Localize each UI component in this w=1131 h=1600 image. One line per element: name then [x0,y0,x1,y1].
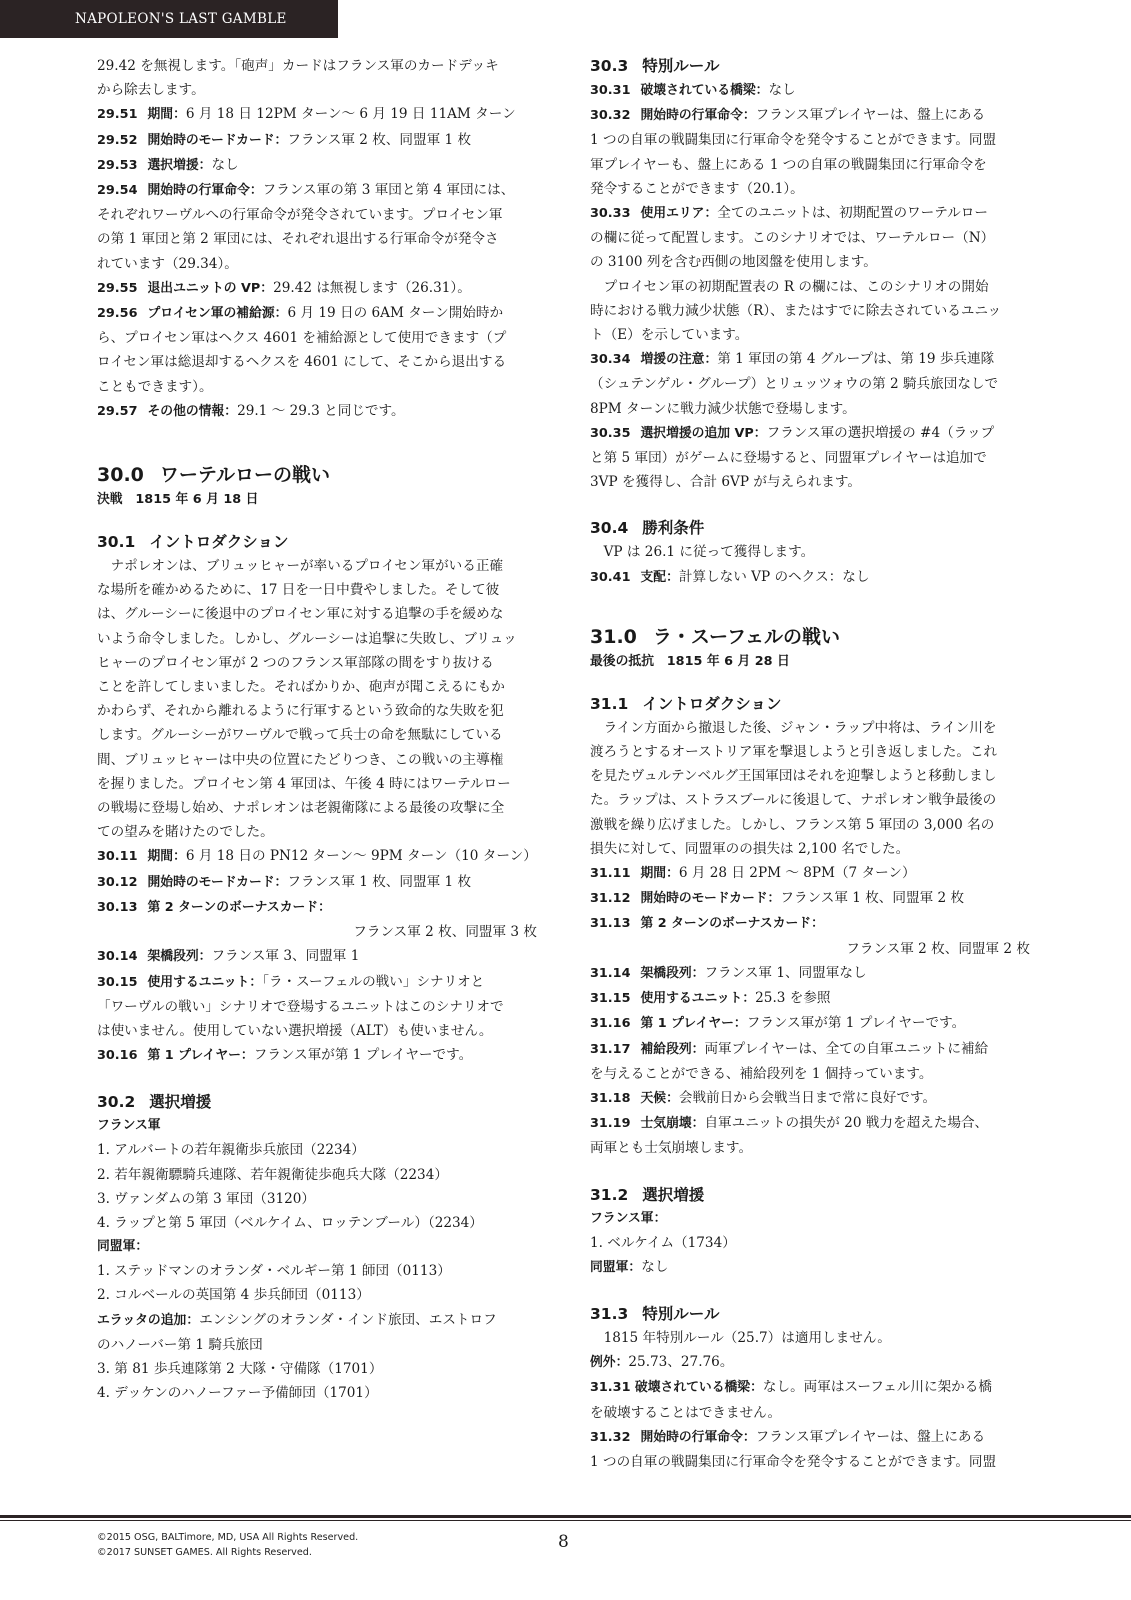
body-line: ト（E）を示しています。 [590,327,749,344]
rule-29-51: 29.51 期間：6 月 18 日 12PM ターン〜 6 月 19 日 11AM ターン [97,106,516,123]
body-line: の戦場に登場し始め、ナポレオンは老親衛隊による最後の攻撃に全 [97,800,505,817]
body-line: 時における戦力減少状態（R）、またはすでに除去されているユニッ [590,302,1002,319]
body-line: 軍プレイヤーも、盤上にある 1 つの自軍の戦闘集団に行軍命令を [590,156,987,173]
body-line: ナポレオンは、ブリュッヒャーが率いるプロイセン軍がいる正確 [110,558,504,575]
rule-31-13: 31.13 第 2 ターンのボーナスカード： [590,916,824,932]
section-subtitle: 最後の抵抗 1815 年 6 月 28 日 [590,653,790,669]
rule-31-11: 31.11 期間：6 月 28 日 2PM 〜 8PM（7 ターン） [590,865,916,882]
body-line: 3VP を獲得し、合計 6VP が与えられます。 [590,474,862,491]
body-line: 1 つの自軍の戦闘集団に行軍命令を発令することができます。同盟 [590,132,997,149]
body-line: れています（29.34）。 [97,255,238,272]
rule-30-15: 30.15 使用するユニット：「ラ・スーフェルの戦い」シナリオと [97,973,485,990]
body-line: を見たヴュルテンベルグ王国軍団はそれを迎撃しようと移動しまし [590,768,997,785]
body-line: から除去します。 [97,82,205,99]
body-line: の 3100 列を含む西側の地図盤を使用します。 [590,254,877,271]
exception-line: 例外：25.73、27.76。 [590,1354,734,1371]
body-line: 間、ブリュッヒャーは中央の位置にたどりつき、この戦いの主導権 [97,751,504,768]
rule-31-17: 31.17 補給段列：両軍プレイヤーは、全ての自軍ユニットに補給 [590,1040,989,1057]
rule-30-12: 30.12 開始時のモードカード：フランス軍 1 枚、同盟軍 1 枚 [97,873,472,890]
footer-rule [0,1515,1131,1518]
right-column [590,54,1030,1474]
french-label: フランス軍 [97,1118,161,1134]
body-line: のハノーバー第 1 騎兵旅団 [97,1336,263,1353]
section-heading-31-1: 31.1 イントロダクション [590,694,782,713]
rule-31-18: 31.18 天候：会戦前日から会戦当日まで常に良好です。 [590,1089,937,1106]
list-item: 4. デッケンのハノーファー予備師団（1701） [97,1385,378,1402]
errata-line: エラッタの追加：エンシングのオランダ・インド旅団、エストロフ [97,1311,497,1328]
rule-31-19: 31.19 士気崩壊：自軍ユニットの損失が 20 戦力を超えた場合、 [590,1115,989,1132]
rule-31-16: 31.16 第 1 プレイヤー：フランス軍が第 1 プレイヤーです。 [590,1015,966,1032]
section-subtitle: 決戦 1815 年 6 月 18 日 [97,492,259,508]
body-line: プロイセン軍の初期配置表の R の欄には、このシナリオの開始 [603,278,989,295]
footer-rule [0,1520,1131,1521]
section-heading-30-4: 30.4 勝利条件 [590,519,705,538]
list-item: 2. 若年親衛驃騎兵連隊、若年親衛徒歩砲兵大隊（2234） [97,1166,448,1183]
list-item: 1. ベルケイム（1734） [590,1234,736,1251]
rule-29-56: 29.56 プロイセン軍の補給源：6 月 19 日の 6AM ターン開始時か [97,305,504,322]
body-line: かわらず、それから離れるように行軍するという致命的な失敗を犯 [97,703,504,720]
running-header: NAPOLEON'S LAST GAMBLE [0,0,338,38]
rule-29-53: 29.53 選択増援：なし [97,156,239,173]
section-heading-31-2: 31.2 選択増援 [590,1185,705,1204]
rule-31-12: 31.12 開始時のモードカード：フランス軍 1 枚、同盟軍 2 枚 [590,890,965,907]
rule-30-35: 30.35 選択増援の追加 VP：フランス軍の選択増援の #4（ラップ [590,424,995,441]
rule-30-11: 30.11 期間：6 月 18 日の PN12 ターン〜 9PM ターン（10 ターン） [97,848,537,865]
section-heading-31: 31.0 ラ・スーフェルの戦い [590,625,841,648]
rule-29-57: 29.57 その他の情報：29.1 〜 29.3 と同じです。 [97,402,405,419]
rule-30-41: 30.41 支配：計算しない VP のヘクス：なし [590,568,870,585]
body-line: と第 5 軍団）がゲームに登場すると、同盟軍プレイヤーは追加で [590,450,987,467]
body-line: の第 1 軍団と第 2 軍団には、それぞれ退出する行軍命令が発令さ [97,231,499,248]
allied-line: 同盟軍：なし [590,1258,669,1275]
body-line: た。ラップは、ストラスブールに後退して、ナポレオン戦争最後の [590,792,997,809]
page-number: 8 [558,1532,569,1552]
body-line: フランス軍 2 枚、同盟軍 2 枚 [846,940,1030,957]
section-heading-30-2: 30.2 選択増援 [97,1093,212,1112]
body-line: を破壊することはできません。 [590,1404,782,1421]
list-item: 4. ラップと第 5 軍団（ベルケイム、ロッテンブール）（2234） [97,1214,483,1231]
body-line: します。グルーシーがワーヴルで戦って兵士の命を無駄にしている [97,727,503,744]
body-line: ヒャーのプロイセン軍が 2 つのフランス軍部隊の間をすり抜ける [97,654,494,671]
body-line: ことを許してしまいました。そればかりか、砲声が聞こえるにもか [97,679,505,696]
rule-29-52: 29.52 開始時のモードカード：フランス軍 2 枚、同盟軍 1 枚 [97,131,472,148]
rule-31-14: 31.14 架橋段列：フランス軍 1、同盟軍なし [590,964,867,981]
body-line: ライン方面から撤退した後、ジャン・ラップ中将は、ライン川を [603,719,997,736]
rule-30-31: 30.31 破壊されている橋梁：なし [590,82,796,98]
rule-30-32: 30.32 開始時の行軍命令：フランス軍プレイヤーは、盤上にある [590,107,986,124]
rule-29-54: 29.54 開始時の行軍命令：フランス軍の第 3 軍団と第 4 軍団には、 [97,182,515,199]
body-line: フランス軍 2 枚、同盟軍 3 枚 [353,924,537,941]
body-line: の欄に従って配置します。このシナリオでは、ワーテルロー（N） [590,230,995,247]
french-label: フランス軍： [590,1210,667,1226]
body-line: は使いません。使用していない選択増援（ALT）も使いません。 [97,1022,493,1039]
list-item: 3. 第 81 歩兵連隊第 2 大隊・守備隊（1701） [97,1360,383,1377]
body-line: 両軍とも士気崩壊します。 [590,1140,753,1157]
body-line: 8PM ターンに戦力減少状態で登場します。 [590,400,856,417]
rule-31-32: 31.32 開始時の行軍命令：フランス軍プレイヤーは、盤上にある [590,1428,986,1445]
body-line: それぞれワーヴルへの行軍命令が発令されています。プロイセン軍 [97,207,503,224]
body-line: ての望みを賭けたのでした。 [97,824,274,841]
rule-29-55: 29.55 退出ユニットの VP：29.42 は無視します（26.31）。 [97,279,471,296]
list-item: 2. コルベールの英国第 4 歩兵師団（0113） [97,1287,370,1304]
rule-31-15: 31.15 使用するユニット：25.3 を参照 [590,990,831,1007]
left-column [97,54,537,1405]
list-item: 3. ヴァンダムの第 3 軍団（3120） [97,1190,316,1207]
body-line: （シュテンゲル・グループ）とリュッツォウの第 2 騎兵旅団なしで [590,376,999,393]
list-item: 1. ステッドマンのオランダ・ベルギー第 1 師団（0113） [97,1263,451,1280]
body-line: 激戦を繰り広げました。しかし、フランス第 5 軍団の 3,000 名の [590,816,995,833]
rule-30-34: 30.34 増援の注意：第 1 軍団の第 4 グループは、第 19 歩兵連隊 [590,351,995,368]
rule-30-16: 30.16 第 1 プレイヤー：フランス軍が第 1 プレイヤーです。 [97,1047,473,1064]
copyright-line: ©2015 OSG, BALTimore, MD, USA All Rights Reserved. [97,1532,359,1543]
body-line: 1 つの自軍の戦闘集団に行軍命令を発令することができます。同盟 [590,1453,997,1470]
rule-30-14: 30.14 架橋段列：フランス軍 3、同盟軍 1 [97,948,360,965]
body-line: を与えることができる、補給段列を 1 個持っています。 [590,1065,933,1082]
section-heading-30: 30.0 ワーテルローの戦い [97,464,330,487]
allied-label: 同盟軍： [97,1239,149,1255]
body-line: 1815 年特別ルール（25.7）は適用しません。 [603,1329,891,1346]
body-line: VP は 26.1 に従って獲得します。 [603,544,815,561]
body-line: は、グルーシーに後退中のプロイセン軍に対する追撃の手を緩めな [97,606,504,623]
rule-30-13: 30.13 第 2 ターンのボーナスカード： [97,899,331,915]
section-heading-30-1: 30.1 イントロダクション [97,533,289,552]
rule-30-33: 30.33 使用エリア：全てのユニットは、初期配置のワーテルロー [590,205,988,222]
rule-31-31: 31.31 破壊されている橋梁：なし。両軍はスーフェル川に架かる橋 [590,1379,992,1396]
section-heading-30-3: 30.3 特別ルール [590,57,720,75]
body-line: 渡ろうとするオーストリア軍を撃退しようと引き返しました。これ [590,744,998,761]
body-line: いよう命令しました。しかし、グルーシーは追撃に失敗し、ブリュッ [97,630,517,647]
body-line: 損失に対して、同盟軍のの損失は 2,100 名でした。 [590,840,910,857]
body-line: こともできます）。 [97,378,213,395]
body-line: ロイセン軍は総退却するヘクスを 4601 にして、そこから退出する [97,354,507,371]
body-line: 29.42 を無視します。「砲声」カードはフランス軍のカードデッキ [97,58,499,74]
body-line: ら、プロイセン軍はヘクス 4601 を補給源として使用できます（プ [97,330,507,347]
body-line: 発令することができます（20.1）。 [590,180,804,197]
section-heading-31-3: 31.3 特別ルール [590,1304,720,1323]
body-line: を握りました。プロイセン第 4 軍団は、午後 4 時にはワーテルロー [97,775,511,792]
list-item: 1. アルバートの若年親衛歩兵旅団（2234） [97,1142,365,1159]
body-line: 「ワーヴルの戦い」シナリオで登場するユニットはこのシナリオで [97,998,504,1015]
copyright-line: ©2017 SUNSET GAMES. All Rights Reserved. [97,1547,312,1558]
body-line: な場所を確かめるために、17 日を一日中費やしました。そして彼 [97,582,500,599]
